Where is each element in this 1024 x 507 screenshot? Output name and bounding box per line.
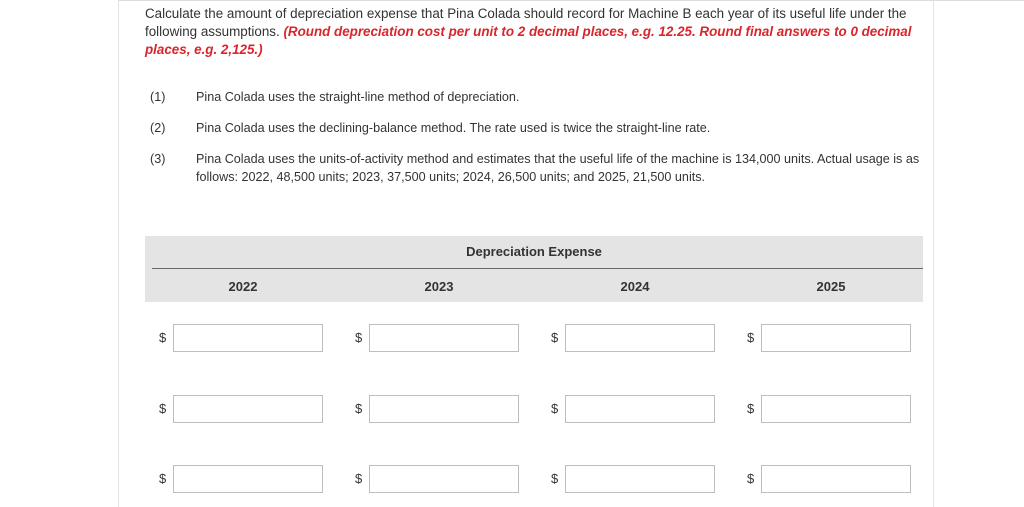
dollar-sign: $: [747, 471, 755, 486]
depreciation-input-row3-2025[interactable]: [761, 465, 911, 493]
assumption-number: (1): [150, 90, 166, 104]
column-header-2024: 2024: [620, 279, 650, 294]
header-divider: [152, 268, 923, 269]
assumption-item: [150, 88, 920, 106]
table-title: Depreciation Expense: [466, 244, 602, 259]
dollar-sign: $: [551, 330, 559, 345]
dollar-sign: $: [159, 471, 167, 486]
assumption-text: Pina Colada uses the units-of-activity method and estimates that the useful life of the machine is 134,000 units. Actual usage is as follows: 2022, 48,500 units; 2023, 37,500 units; 2024, 26,500 units; and 2025, 21,500 units.: [196, 152, 920, 184]
column-header-2025: 2025: [816, 279, 846, 294]
assumption-text: Pina Colada uses the declining-balance method. The rate used is twice the straight-line rate.: [196, 121, 711, 135]
depreciation-input-row3-2024[interactable]: [565, 465, 715, 493]
assumption-number: (3): [150, 152, 166, 166]
rounding-hint: (Round depreciation cost per unit to 2 decimal places, e.g. 12.25. Round final answers to 0 decimal places, e.g. 2,125.): [145, 24, 912, 57]
table-row: [145, 324, 923, 354]
assumption-text: Pina Colada uses the straight-line method of depreciation.: [196, 90, 520, 104]
question-prompt: [145, 5, 925, 59]
dollar-sign: $: [355, 471, 363, 486]
assumption-number: (2): [150, 121, 166, 135]
depreciation-table: [145, 236, 923, 486]
table-row: [145, 395, 923, 425]
depreciation-input-row2-2025[interactable]: [761, 395, 911, 423]
dollar-sign: $: [159, 330, 167, 345]
assumption-item: [150, 119, 920, 137]
dollar-sign: $: [355, 330, 363, 345]
depreciation-input-row3-2023[interactable]: [369, 465, 519, 493]
dollar-sign: $: [159, 401, 167, 416]
dollar-sign: $: [747, 330, 755, 345]
depreciation-input-row2-2024[interactable]: [565, 395, 715, 423]
depreciation-input-row3-2022[interactable]: [173, 465, 323, 493]
depreciation-input-row2-2023[interactable]: [369, 395, 519, 423]
column-header-2022: 2022: [228, 279, 258, 294]
depreciation-input-row1-2022[interactable]: [173, 324, 323, 352]
table-header: [145, 236, 923, 302]
depreciation-input-row1-2023[interactable]: [369, 324, 519, 352]
table-row: [145, 465, 923, 495]
depreciation-input-row1-2025[interactable]: [761, 324, 911, 352]
depreciation-input-row1-2024[interactable]: [565, 324, 715, 352]
dollar-sign: $: [551, 401, 559, 416]
assumption-item: [150, 150, 920, 186]
column-header-2023: 2023: [424, 279, 454, 294]
depreciation-input-row2-2022[interactable]: [173, 395, 323, 423]
dollar-sign: $: [355, 401, 363, 416]
dollar-sign: $: [747, 401, 755, 416]
dollar-sign: $: [551, 471, 559, 486]
question-text: Calculate the amount of depreciation expense that Pina Colada should record for Machine B each year of its useful life under the following assumptions.: [145, 6, 907, 39]
assumptions-list: [150, 88, 920, 199]
